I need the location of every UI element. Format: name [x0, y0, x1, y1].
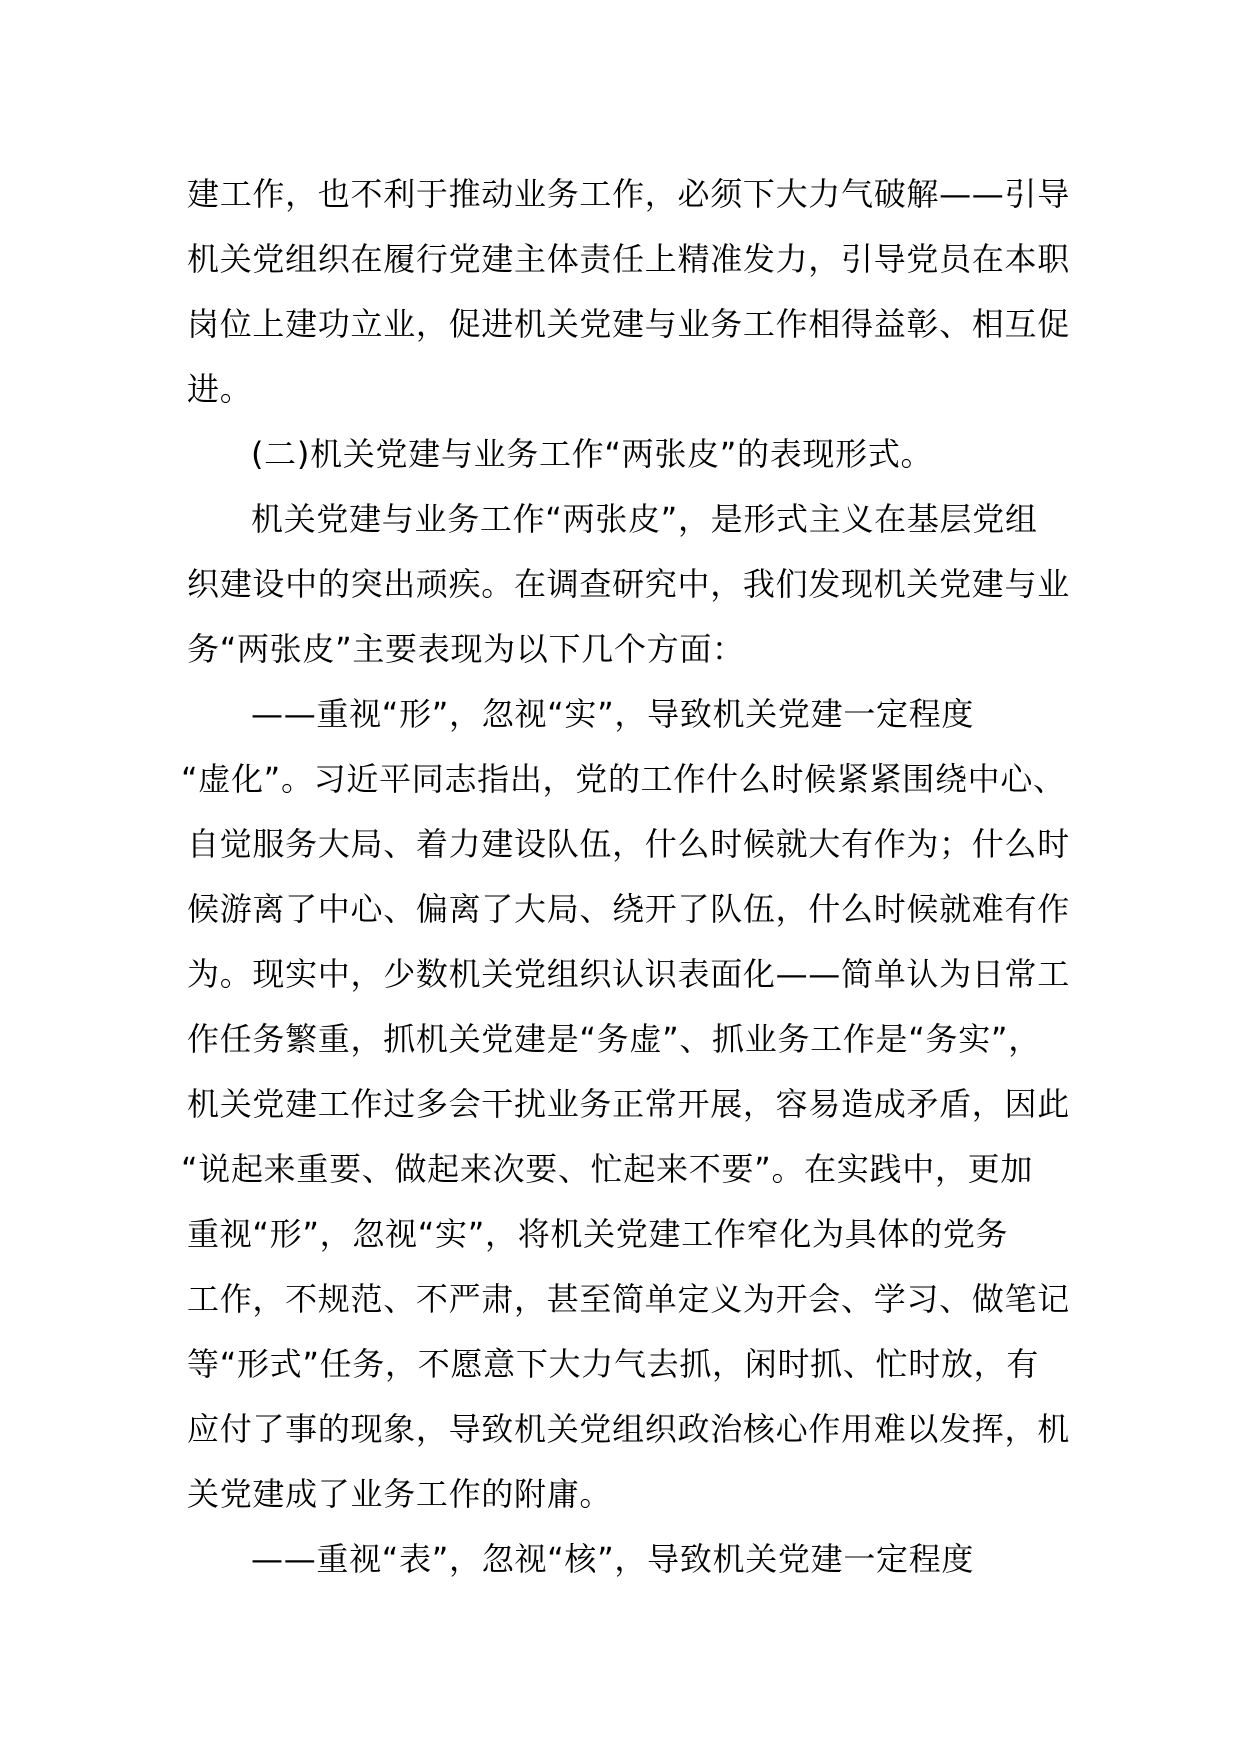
- text-line: 织建设中的突出顽疾。在调查研究中，我们发现机关党建与业: [187, 565, 1070, 603]
- text-line: 为。现实中，少数机关党组织认识表面化——简单认为日常工: [187, 955, 1070, 993]
- text-line: 关党建成了业务工作的附庸。: [187, 1475, 613, 1513]
- text-line: 等“形式”任务，不愿意下大力气去抓，闲时抓、忙时放，有: [187, 1345, 1040, 1383]
- paragraph-point-two: [187, 1527, 1057, 1592]
- paragraph-intro: [187, 487, 1070, 682]
- text-line: ——重视“表”，忽视“核”，导致机关党建一定程度: [251, 1540, 975, 1578]
- text-line: 进。: [187, 370, 253, 408]
- paragraph-point-one: [181, 682, 1070, 1527]
- text-line: 务“两张皮”主要表现为以下几个方面：: [187, 630, 745, 668]
- text-line: 自觉服务大局、着力建设队伍，什么时候就大有作为；什么时: [187, 825, 1070, 863]
- text-line: 岗位上建功立业，促进机关党建与业务工作相得益彰、相互促: [187, 305, 1070, 343]
- text-line: 作任务繁重，抓机关党建是“务虚”、抓业务工作是“务实”，: [187, 1020, 1041, 1058]
- text-line: 机关党建与业务工作“两张皮”，是形式主义在基层党组: [251, 500, 1038, 538]
- text-line: 候游离了中心、偏离了大局、绕开了队伍，什么时候就难有作: [187, 890, 1070, 928]
- text-line: ——重视“形”，忽视“实”，导致机关党建一定程度: [251, 695, 975, 733]
- paragraph-continuation: [187, 162, 1070, 422]
- document-body: [181, 162, 1070, 1592]
- text-line: 机关党建工作过多会干扰业务正常开展，容易造成矛盾，因此: [187, 1085, 1070, 1123]
- text-line: 应付了事的现象，导致机关党组织政治核心作用难以发挥，机: [187, 1410, 1070, 1448]
- text-line: 工作，不规范、不严肃，甚至简单定义为开会、学习、做笔记: [187, 1280, 1070, 1318]
- text-line: 建工作，也不利于推动业务工作，必须下大力气破解——引导: [187, 175, 1070, 213]
- text-line: 机关党组织在履行党建主体责任上精准发力，引导党员在本职: [187, 240, 1070, 278]
- section-heading: [187, 422, 1057, 487]
- text-line: (二)机关党建与业务工作“两张皮”的表现形式。: [251, 435, 934, 473]
- text-line: “说起来重要、做起来次要、忙起来不要”。在实践中，更加: [181, 1150, 1034, 1188]
- text-line: 重视“形”，忽视“实”，将机关党建工作窄化为具体的党务: [187, 1215, 1009, 1253]
- text-line: “虚化”。习近平同志指出，党的工作什么时候紧紧围绕中心、: [181, 760, 1066, 798]
